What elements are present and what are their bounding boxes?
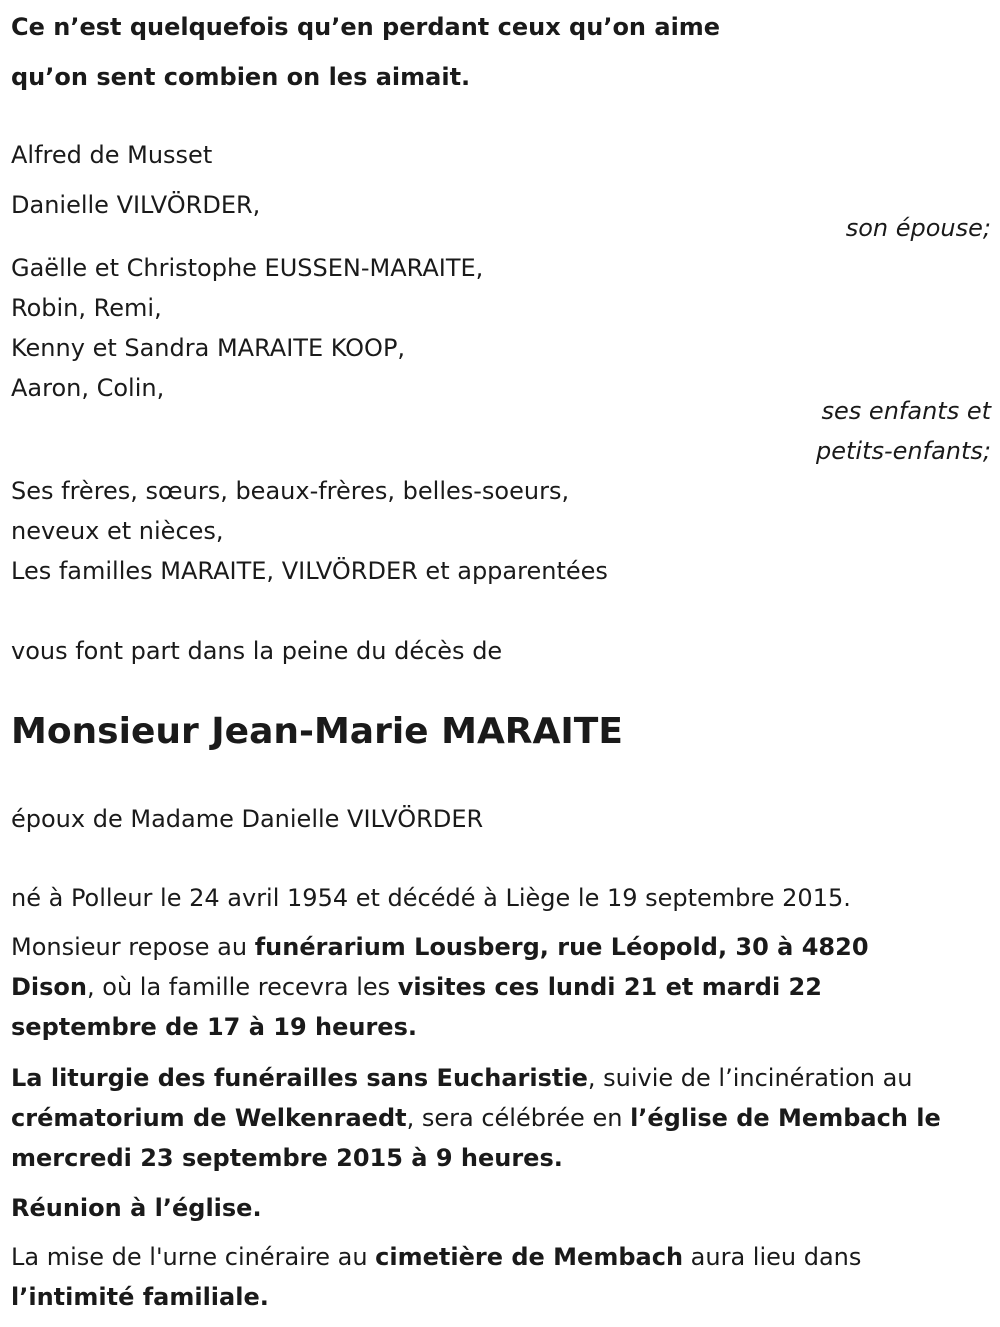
liturgy-church: l’église de Membach le (630, 1104, 941, 1132)
family-block (11, 471, 608, 591)
visits-paragraph (11, 927, 869, 1047)
family-line: Les familles MARAITE, VILVÖRDER et apparentées (11, 557, 608, 585)
urn-privacy: l’intimité familiale. (11, 1283, 269, 1311)
children-line: Gaëlle et Christophe EUSSEN-MARAITE, (11, 254, 484, 282)
liturgy-paragraph (11, 1058, 941, 1178)
visits-dates-1: visites ces lundi 21 et mardi 22 (397, 973, 822, 1001)
spouse-role: son épouse; (845, 214, 991, 242)
children-line: Aaron, Colin, (11, 374, 165, 402)
family-line: Ses frères, sœurs, beaux-frères, belles-soeurs, (11, 477, 570, 505)
visits-location-2: Dison (11, 973, 88, 1001)
quote-line-2: qu’on sent combien on les aimait. (11, 63, 471, 91)
deceased-spouse-of: époux de Madame Danielle VILVÖRDER (11, 805, 484, 833)
children-role-line-2: petits-enfants; (816, 437, 991, 465)
liturgy-title: La liturgie des funérailles sans Eucharistie (11, 1064, 588, 1092)
quote-block (11, 2, 720, 102)
liturgy-date: mercredi 23 septembre 2015 à 9 heures. (11, 1144, 563, 1172)
children-line: Robin, Remi, (11, 294, 162, 322)
liturgy-text-2: , sera célébrée en (406, 1104, 631, 1132)
children-role-line-1: ses enfants et (821, 397, 991, 425)
visits-text-1: Monsieur repose au (11, 933, 255, 961)
visits-text-2: , où la famille recevra les (87, 973, 398, 1001)
liturgy-text-1: , suivie de l’incinération au (587, 1064, 913, 1092)
liturgy-crematorium: crématorium de Welkenraedt (11, 1104, 407, 1132)
urn-text-2: aura lieu dans (683, 1243, 862, 1271)
spouse-name: Danielle VILVÖRDER, (11, 191, 261, 219)
urn-text-1: La mise de l'urne cinéraire au (11, 1243, 376, 1271)
visits-dates-2: septembre de 17 à 19 heures. (11, 1013, 417, 1041)
birth-death: né à Polleur le 24 avril 1954 et décédé à Liège le 19 septembre 2015. (11, 884, 851, 912)
children-line: Kenny et Sandra MARAITE KOOP, (11, 334, 406, 362)
meeting-note: Réunion à l’église. (11, 1194, 262, 1222)
announcement: vous font part dans la peine du décès de (11, 637, 503, 665)
deceased-name: Monsieur Jean-Marie MARAITE (11, 711, 623, 752)
urn-cemetery: cimetière de Membach (375, 1243, 684, 1271)
family-line: neveux et nièces, (11, 517, 224, 545)
children-block (11, 248, 483, 408)
visits-location-1: funérarium Lousberg, rue Léopold, 30 à 4820 (254, 933, 869, 961)
urn-paragraph (11, 1237, 861, 1317)
quote-line-1: Ce n’est quelquefois qu’en perdant ceux qu’on aime (11, 13, 721, 41)
quote-author: Alfred de Musset (11, 141, 213, 169)
